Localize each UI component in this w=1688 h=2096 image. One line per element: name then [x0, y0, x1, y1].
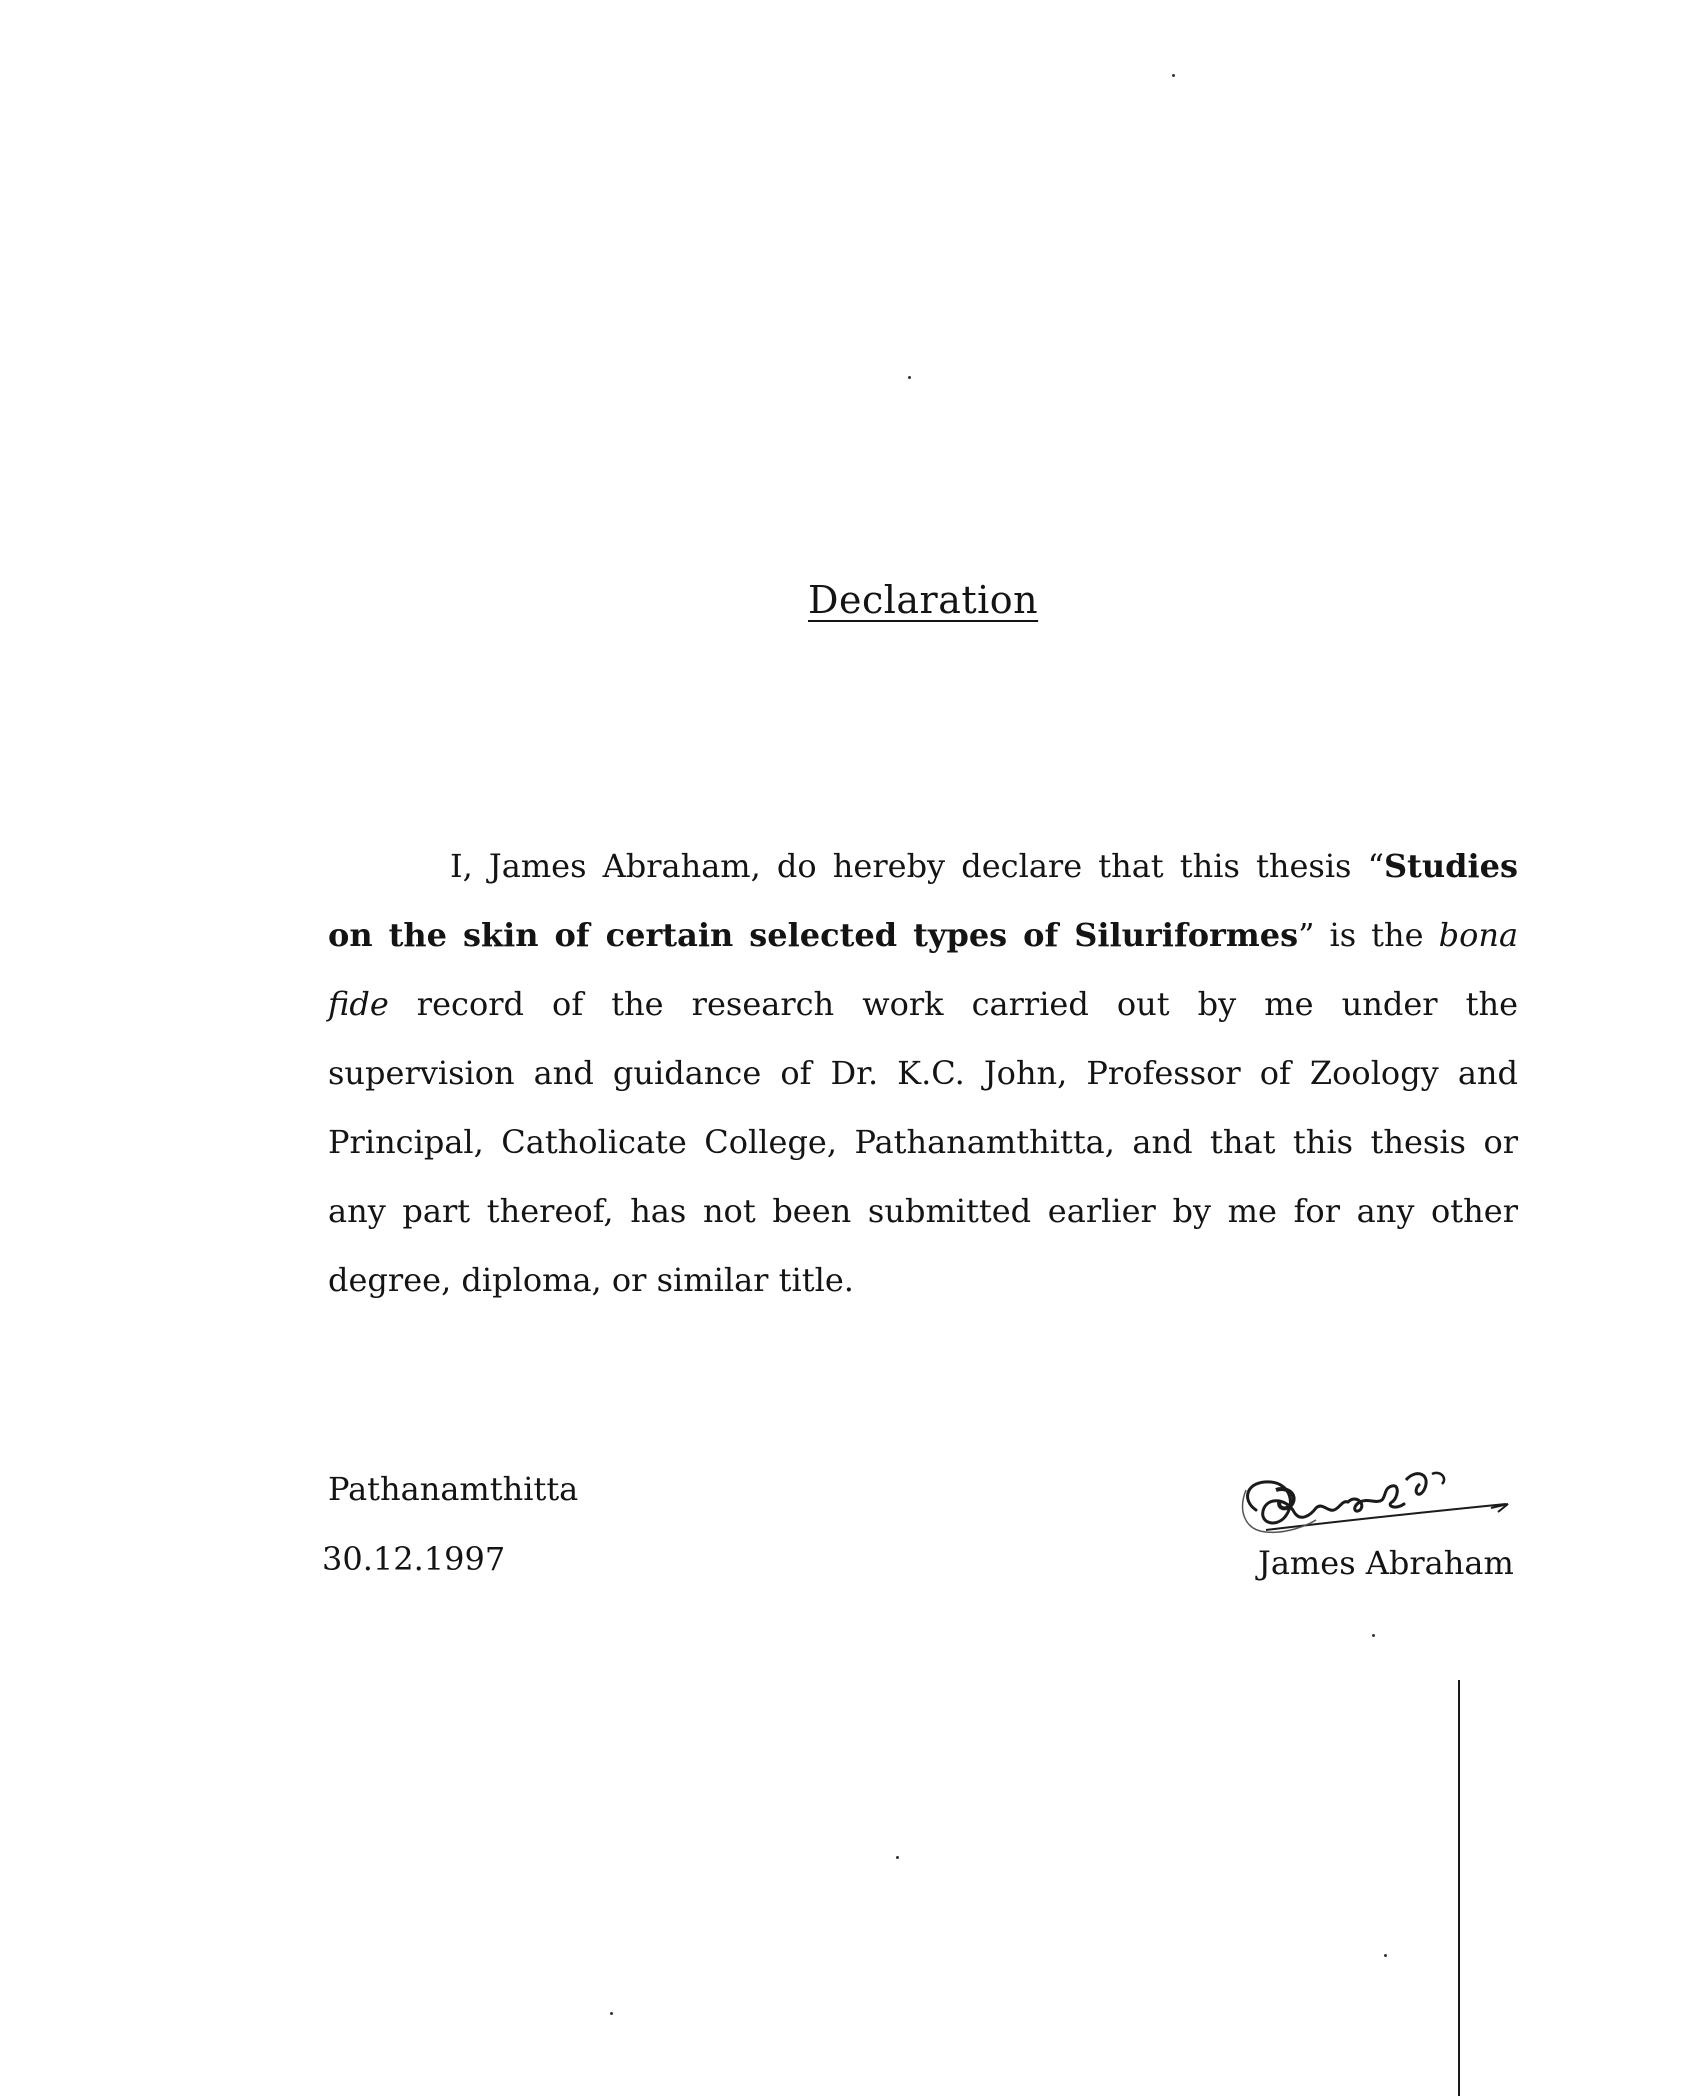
scan-speck [1372, 1634, 1375, 1637]
scan-speck [896, 1856, 899, 1859]
signatory-name: James Abraham [1258, 1544, 1514, 1582]
thesis-title: Studies on the skin of certain selected types of Siluriformes [328, 847, 1518, 954]
page-title: Declaration [808, 578, 1039, 622]
declaration-remainder: record of the research work carried out by me under the supervision and guidance of Dr. K.C. John, Professor of Zoology and Principal, Catholicate College, Pathanamthitta, and that this thesis or any part thereof, has not been submitted earlier by me for any other degree, diploma, or similar title. [328, 985, 1518, 1299]
latin-phrase: bona fide [328, 916, 1519, 1023]
place-of-signing: Pathanamthitta [328, 1470, 579, 1508]
scan-speck [1172, 74, 1175, 77]
scan-speck [908, 376, 911, 379]
signing-date: 30.12.1997 [322, 1540, 506, 1578]
handwritten-signature [1236, 1460, 1526, 1555]
declaration-intro: I, James Abraham, do hereby declare that this thesis “ [450, 847, 1384, 885]
scan-speck [610, 2012, 613, 2015]
declaration-paragraph [328, 832, 1518, 1315]
scan-speck [1384, 1954, 1387, 1957]
declaration-connector: ” is the [1298, 916, 1439, 954]
scan-margin-line [1458, 1680, 1460, 2096]
